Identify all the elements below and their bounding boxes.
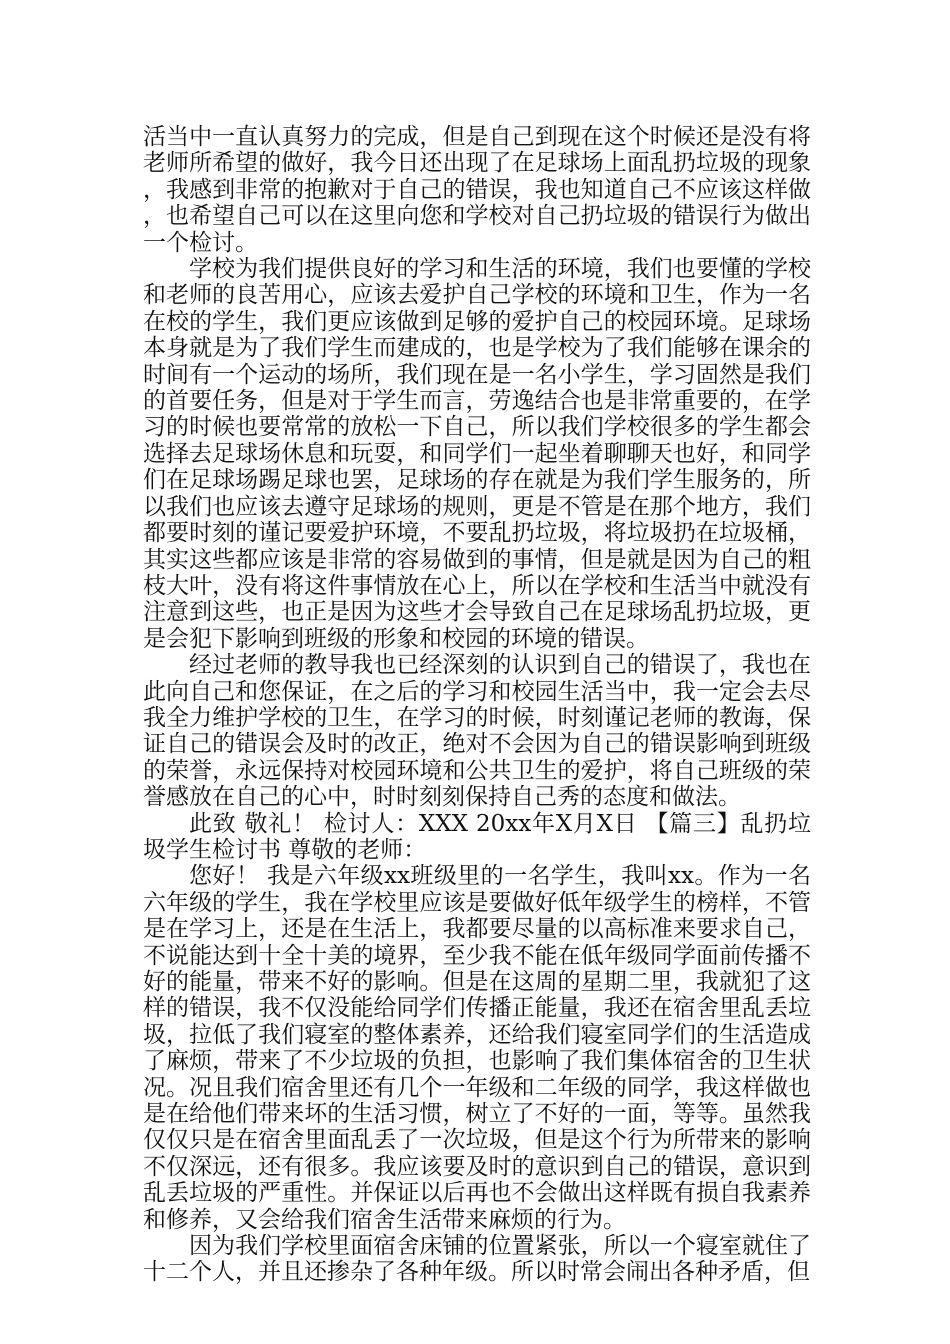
paragraph-greeting-dormitory: 您好！ 我是六年级xx班级里的一名学生，我叫xx。作为一名六年级的学生，我在学校里应该是要做好低年级学生的榜样，不管是在学习上，还是在生活上，我都要尽量的以高标准来要求自己，不说能达到十全十美的境界，至少我不能在低年级同学面前传播不好的能量，带来不好的影响。但是在这周的星期二里，我就犯了这样的错误，我不仅没能给同学们传播正能量，我还在宿舍里乱丢垃圾，拉低了我们寝室的整体素养，还给我们寝室同学们的生活造成了麻烦，带来了不少垃圾的负担，也影响了我们集体宿舍的卫生状况。况且我们宿舍里还有几个一年级和二年级的同学，我这样做也是在给他们带来坏的生活习惯，树立了不好的一面，等等。虽然我仅仅只是在宿舍里面乱丢了一次垃圾，但是这个行为所带来的影响不仅深远，还有很多。我应该要及时的意识到自己的错误，意识到乱丢垃圾的严重性。并保证以后再也不会做出这样既有损自我素养和修养，又会给我们宿舍生活带来麻烦的行为。 — [143, 863, 811, 1233]
paragraph-dormitory-beds: 因为我们学校里面宿舍床铺的位置紧张，所以一个寝室就住了十二个人，并且还掺杂了各种年级。所以时常会闹出各种矛盾，但 — [143, 1233, 811, 1286]
paragraph-closing-and-heading: 此致 敬礼！ 检讨人：XXX 20xx年X月X日 【篇三】乱扔垃圾学生检讨书 尊敬的老师： — [143, 810, 811, 863]
paragraph-school-environment: 学校为我们提供良好的学习和生活的环境，我们也要懂的学校和老师的良苦用心，应该去爱护自己学校的环境和卫生，作为一名在校的学生，我们更应该做到足够的爱护自己的校园环境。足球场本身就是为了我们学生而建成的，也是学校为了我们能够在课余的时间有一个运动的场所，我们现在是一名小学生，学习固然是我们的首要任务，但是对于学生而言，劳逸结合也是非常重要的，在学习的时候也要常常的放松一下自己，所以我们学校很多的学生都会选择去足球场休息和玩耍，和同学们一起坐着聊聊天也好，和同学们在足球场踢足球也罢，足球场的存在就是为我们学生服务的，所以我们也应该去遵守足球场的规则，更是不管是在那个地方，我们都要时刻的谨记要爱护环境，不要乱扔垃圾，将垃圾扔在垃圾桶，其实这些都应该是非常的容易做到的事情，但是就是因为自己的粗枝大叶，没有将这件事情放在心上，所以在学校和生活当中就没有注意到这些，也正是因为这些才会导致自己在足球场乱扔垃圾，更是会犯下影响到班级的形象和校园的环境的错误。 — [143, 256, 811, 652]
document-body — [143, 124, 811, 1286]
paragraph-promise: 经过老师的教导我也已经深刻的认识到自己的错误了，我也在此向自己和您保证，在之后的学习和校园生活当中，我一定会去尽我全力维护学校的卫生，在学习的时候，时刻谨记老师的教诲，保证自己的错误会及时的改正，绝对不会因为自己的错误影响到班级的荣誉，永远保持对校园环境和公共卫生的爱护，将自己班级的荣誉感放在自己的心中，时时刻刻保持自己秀的态度和做法。 — [143, 652, 811, 811]
paragraph-continuation: 活当中一直认真努力的完成，但是自己到现在这个时候还是没有将老师所希望的做好，我今日还出现了在足球场上面乱扔垃圾的现象，我感到非常的抱歉对于自己的错误，我也知道自己不应该这样做，也希望自己可以在这里向您和学校对自己扔垃圾的错误行为做出一个检讨。 — [143, 124, 811, 256]
